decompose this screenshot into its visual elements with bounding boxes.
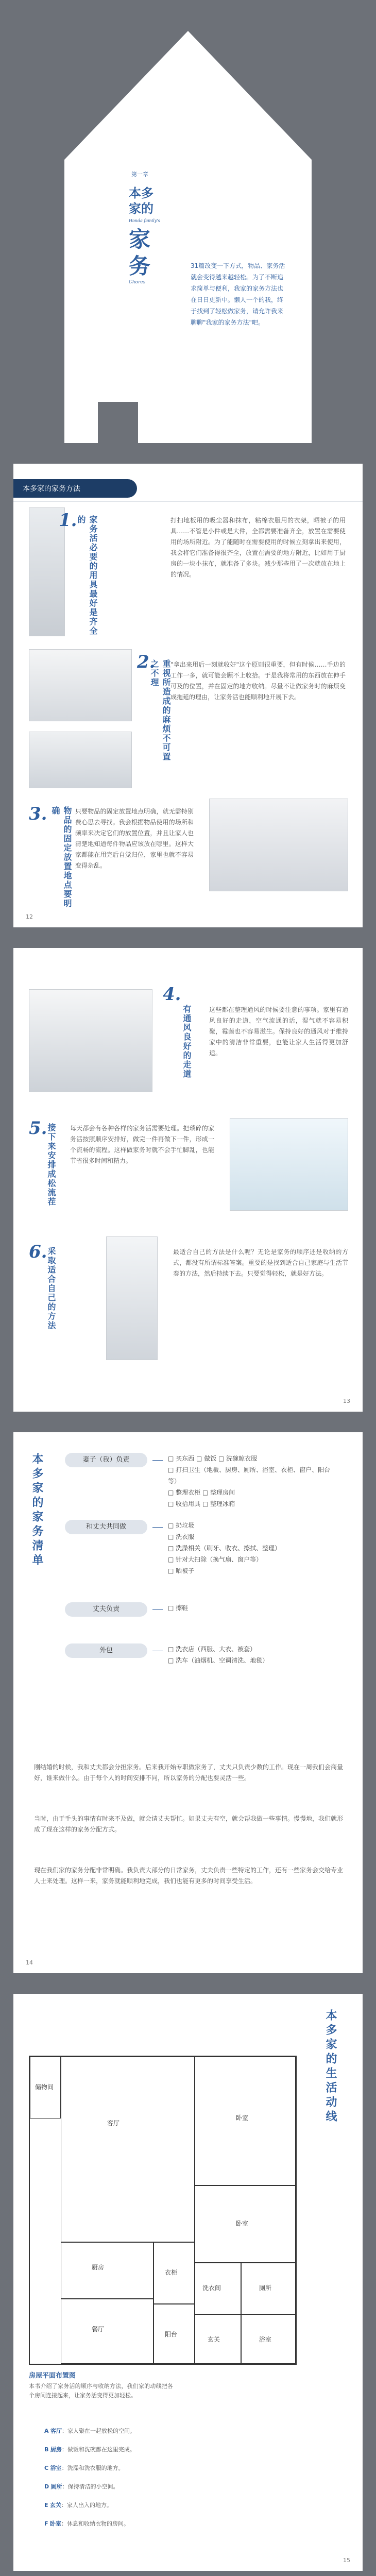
room-label: 浴室 bbox=[259, 2336, 272, 2343]
cover-title bbox=[129, 185, 170, 285]
task-item: □ 收拾用具 □ 整理冰箱 bbox=[168, 1500, 235, 1507]
task-list bbox=[168, 1520, 338, 1577]
cover-intro: 31篇改变一下方式，物品、家务活就会变得越来越轻松。为了不断追求简单与便利，我家的家务方法也在日日更新中。懒人一个的我，终于找到了轻松做家务，请允许我来聊聊"我家的家务方法"吧。 bbox=[191, 262, 285, 326]
item-number: 5. bbox=[29, 1118, 47, 1139]
plan-note bbox=[33, 2273, 59, 2361]
group-label: 丈夫负责 bbox=[65, 1602, 147, 1617]
group-label: 外包 bbox=[65, 1643, 147, 1658]
page-title: 本多家的生活动线 bbox=[324, 2009, 337, 2125]
legend-row: D 厕所：保持清洁的小空间。 bbox=[44, 2483, 119, 2490]
group-connector bbox=[152, 1609, 163, 1610]
task-item: □ 整理衣柜 □ 整理房间 bbox=[168, 1489, 235, 1496]
legend-row: B 厨房：做饭和洗碗都在这里完成。 bbox=[44, 2446, 135, 2453]
task-item: □ 擦鞋 bbox=[168, 1604, 189, 1612]
legend-row: A 客厅：家人聚在一起放松的空间。 bbox=[44, 2428, 136, 2434]
item-number: 4. bbox=[163, 984, 181, 1005]
task-item: □ 洗车（油烟机、空调清洗、地毯） bbox=[168, 1657, 269, 1664]
house-shape bbox=[0, 0, 376, 443]
item-text: 只要物品的固定放置地点明确，就无需特别费心思去寻找。我会根据物品使用的场所和频率来决定它们的放置位置，并且让家人也清楚地知道每件物品应该放在哪里。这样大家都能在用完后自觉归位，家里也就不容易变得杂乱。 bbox=[75, 808, 194, 869]
divider bbox=[13, 501, 363, 502]
room-label: 卧室 bbox=[236, 2220, 249, 2227]
task-item: □ 针对大扫除（换气扇、窗户等） bbox=[168, 1556, 263, 1563]
room-label: 卧室 bbox=[236, 2114, 249, 2122]
group-connector bbox=[152, 1527, 163, 1528]
title-char: 的 bbox=[141, 201, 153, 216]
page-13 bbox=[13, 948, 363, 1412]
item-number: 3. bbox=[29, 804, 47, 824]
caption-title: 房屋平面布置图 bbox=[29, 2372, 76, 2380]
legend-row: F 卧室：休息和收纳衣物的房间。 bbox=[44, 2520, 130, 2527]
page-number: 15 bbox=[343, 2557, 350, 2564]
caption-text: 本书介绍了家务活的顺序与收纳方法，我们家的动线把各个房间连接起来，让家务活变得更加轻松。 bbox=[29, 2383, 173, 2399]
item-title: 家务活必要的用具最好是齐全的 bbox=[76, 515, 98, 636]
room-label: 餐厅 bbox=[92, 2326, 105, 2333]
page-15 bbox=[13, 1994, 363, 2571]
room-label: 玄关 bbox=[208, 2336, 220, 2343]
item-title: 物品的固定放置地点要明确 bbox=[50, 806, 72, 908]
item-text: 这些都在整理通风的时候要注意的事项。家里有通风良好的走道，空气流通的话，湿气就不容易积聚，霉菌也不容易滋生。保持良好的通风对于维持家中的清洁非常重要，也能让家人生活得更加舒适。 bbox=[209, 1006, 348, 1057]
title-en: Honda family's bbox=[129, 218, 160, 223]
item-number: 1. bbox=[59, 510, 77, 531]
body-paragraph: 刚结婚的时候，我和丈夫都会分担家务。后来我开始专职做家务了，丈夫只负责少数的工作。现在一周我们会商量好，谁来做什么。由于每个人的时间安排不同，所以家务的分配也要灵活一些。 bbox=[34, 1764, 344, 1782]
chores-checklist bbox=[65, 1453, 343, 1752]
task-item: □ 洗澡相关（刷牙、收衣、擦拭、整理） bbox=[168, 1545, 281, 1552]
item-title: 采取适合自己的方法 bbox=[46, 1247, 56, 1330]
title-big: 家务 bbox=[129, 227, 151, 279]
group-connector bbox=[152, 1460, 163, 1461]
task-item: □ 洗衣服 bbox=[168, 1533, 195, 1540]
task-item: □ 打扫卫生（地板、厨房、厕所、浴室、衣柜、窗户、阳台等） bbox=[168, 1466, 331, 1485]
room-label: 阳台 bbox=[165, 2331, 178, 2338]
title-sub: Chores bbox=[129, 280, 146, 285]
room-kitchen bbox=[61, 2242, 153, 2299]
legend-row: E 玄关：家人出入的地方。 bbox=[44, 2502, 113, 2509]
task-item: □ 买东西 □ 做饭 □ 洗碗晾衣服 bbox=[168, 1455, 258, 1462]
chapter-label: 第一章 bbox=[131, 171, 148, 178]
photo-water-dispenser bbox=[106, 1236, 158, 1360]
cover-page bbox=[0, 0, 376, 443]
plan-caption bbox=[29, 2370, 173, 2400]
title-char: 本 bbox=[129, 185, 141, 200]
page-number: 14 bbox=[26, 1959, 33, 1966]
item-text: 打扫地板用的吸尘器和抹布，粘棉衣服用的衣架，晒被子的用具……不管是小件或是大件，全都需要准备齐全，放置在需要使用的场所附近。为了能随时在需要使用的时候立刻拿出来使用，我会将它们准备得很齐全，放置在需要的地方附近，比如用于厨房的一块小抹布，就准备了多块。减少那些用了一次就放在地上的情况。 bbox=[170, 517, 346, 578]
room-label: 储物间 bbox=[35, 2083, 54, 2091]
group-label: 和丈夫共同做 bbox=[65, 1520, 147, 1534]
room-label: 洗衣间 bbox=[202, 2284, 221, 2292]
room-label: 客厅 bbox=[107, 2120, 120, 2127]
item-text: 每天都会有各种各样的家务活需要处理。把琐碎的家务活按照顺序安排好，做完一件再做下一件，形成一个流畅的流程。这样做家务时就不会手忙脚乱，也能节省很多时间和精力。 bbox=[70, 1125, 214, 1164]
task-item: □ 晒被子 bbox=[168, 1567, 195, 1574]
title-char: 多 bbox=[141, 185, 153, 200]
floor-plan bbox=[29, 2056, 297, 2365]
room-label: 厕所 bbox=[259, 2284, 272, 2292]
page-number: 13 bbox=[343, 1398, 350, 1404]
task-list bbox=[168, 1643, 338, 1666]
body-paragraph: 现在我们家的家务分配非常明确。我负责大部分的日常家务，丈夫负责一些特定的工作，还有一些家务会交给专业人士来处理。这样一来，家务就能顺利地完成，我们也能有更多的时间享受生活。 bbox=[34, 1867, 344, 1885]
photo-kitchen-shelf bbox=[29, 649, 132, 721]
page-12 bbox=[13, 464, 363, 927]
room-living bbox=[61, 2057, 195, 2242]
photo-fridge bbox=[230, 1118, 348, 1211]
item-text: 最适合自己的方法是什么呢？无论是家务的顺序还是收纳的方式，都没有所谓标准答案。重要的是找到适合自己家庭与生活节奏的方法，然后持续下去。只要觉得轻松，就是好方法。 bbox=[173, 1248, 348, 1277]
legend-row: C 浴室：洗澡和洗衣服的地方。 bbox=[44, 2465, 124, 2471]
room-label: 衣柜 bbox=[165, 2269, 178, 2276]
photo-drawer bbox=[209, 799, 348, 891]
body-paragraph: 当时，由于手头的事情有时来不及做，就会请丈夫帮忙。如果丈夫有空，就会帮我做一些事情。慢慢地，我们就形成了现在这样的家务分配方式。 bbox=[34, 1815, 344, 1833]
page-14 bbox=[13, 1432, 363, 1973]
page-title: 本多家的家务清单 bbox=[30, 1453, 43, 1568]
page-number: 12 bbox=[26, 913, 33, 920]
room-label: 厨房 bbox=[92, 2264, 105, 2271]
room-dining bbox=[61, 2299, 153, 2364]
photo-hallway bbox=[29, 989, 152, 1092]
item-title: 接下来安排成松流茬 bbox=[46, 1123, 56, 1207]
item-text: "拿出来用后一刻就收好"这个原则很重要，但有时候……手边的工作一多，就可能会顾不上收拾。于是我将常用的东西放在伸手可及的位置，并在固定的地方收纳。尽量不让做家务时的麻烦变成拖延的理由，让家务活也能顺利地开展下去。 bbox=[170, 661, 346, 701]
title-char: 家 bbox=[129, 201, 141, 216]
task-list bbox=[168, 1602, 338, 1614]
item-number: 6. bbox=[29, 1242, 47, 1262]
legend bbox=[13, 2427, 363, 2555]
task-item: □ 扔垃圾 bbox=[168, 1522, 195, 1529]
section-title-bar: 本多家的家务方法 bbox=[13, 479, 137, 498]
group-label: 妻子（我）负责 bbox=[65, 1453, 147, 1467]
task-list bbox=[168, 1453, 338, 1510]
item-title: 有通风良好的走道 bbox=[182, 1005, 192, 1079]
task-item: □ 洗衣店（西服、大衣、被套） bbox=[168, 1646, 257, 1653]
item-number: 2. bbox=[137, 652, 156, 672]
photo-storage bbox=[29, 732, 132, 788]
item-title: 重视所造成的麻烦不可置之不理 bbox=[149, 659, 171, 761]
